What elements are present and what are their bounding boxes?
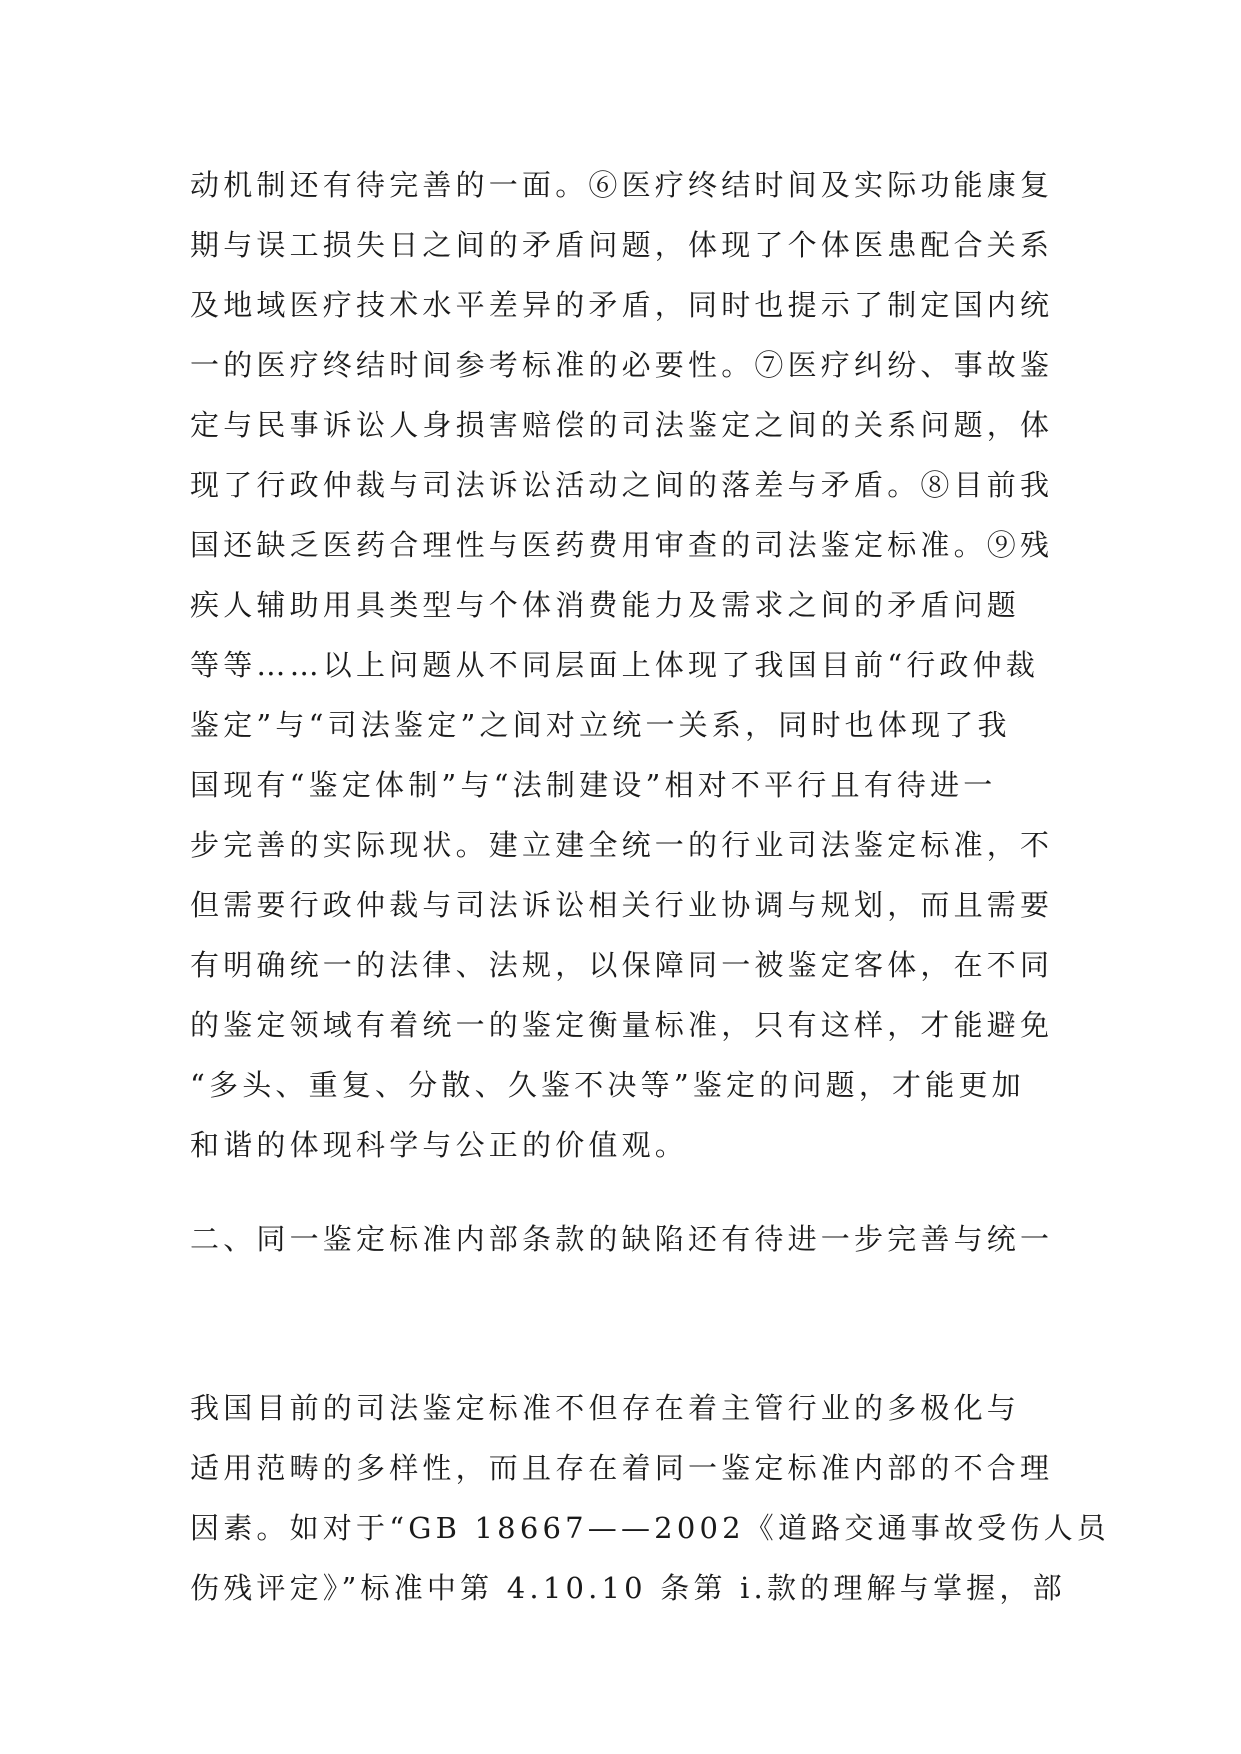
text-line: “多头、重复、分散、久鉴不决等”鉴定的问题，才能更加 xyxy=(190,1068,1025,1102)
text-line: 国现有“鉴定体制”与“法制建设”相对不平行且有待进一 xyxy=(190,768,997,802)
text-line: 期与误工损失日之间的矛盾问题，体现了个体医患配合关系 xyxy=(190,228,1054,262)
text-line: 因素。如对于“GB 18667——2002《道路交通事故受伤人员 xyxy=(190,1511,1110,1545)
text-line: 定与民事诉讼人身损害赔偿的司法鉴定之间的关系问题，体 xyxy=(190,408,1054,442)
text-line: 但需要行政仲裁与司法诉讼相关行业协调与规划，而且需要 xyxy=(190,888,1054,922)
section-heading xyxy=(190,1209,1054,1269)
text-line: 等等……以上问题从不同层面上体现了我国目前“行政仲裁 xyxy=(190,648,1040,682)
text-line: 疾人辅助用具类型与个体消费能力及需求之间的矛盾问题 xyxy=(190,588,1021,622)
section-heading-text: 二、同一鉴定标准内部条款的缺陷还有待进一步完善与统一 xyxy=(190,1222,1054,1256)
text-line: 动机制还有待完善的一面。⑥医疗终结时间及实际功能康复 xyxy=(190,168,1054,202)
paragraph-2 xyxy=(190,1378,1110,1618)
text-line: 及地域医疗技术水平差异的矛盾，同时也提示了制定国内统 xyxy=(190,288,1054,322)
text-line: 鉴定”与“司法鉴定”之间对立统一关系，同时也体现了我 xyxy=(190,708,1011,742)
text-line: 有明确统一的法律、法规，以保障同一被鉴定客体，在不同 xyxy=(190,948,1054,982)
text-line: 我国目前的司法鉴定标准不但存在着主管行业的多极化与 xyxy=(190,1391,1021,1425)
text-line: 的鉴定领域有着统一的鉴定衡量标准，只有这样，才能避免 xyxy=(190,1008,1054,1042)
text-line: 步完善的实际现状。建立建全统一的行业司法鉴定标准，不 xyxy=(190,828,1054,862)
text-line: 伤残评定》”标准中第 4.10.10 条第 i.款的理解与掌握，部 xyxy=(190,1571,1066,1605)
text-line: 和谐的体现科学与公正的价值观。 xyxy=(190,1128,689,1162)
text-line: 现了行政仲裁与司法诉讼活动之间的落差与矛盾。⑧目前我 xyxy=(190,468,1054,502)
paragraph-1 xyxy=(190,155,1054,1175)
text-line: 国还缺乏医药合理性与医药费用审查的司法鉴定标准。⑨残 xyxy=(190,528,1054,562)
text-line: 适用范畴的多样性，而且存在着同一鉴定标准内部的不合理 xyxy=(190,1451,1054,1485)
text-line: 一的医疗终结时间参考标准的必要性。⑦医疗纠纷、事故鉴 xyxy=(190,348,1054,382)
